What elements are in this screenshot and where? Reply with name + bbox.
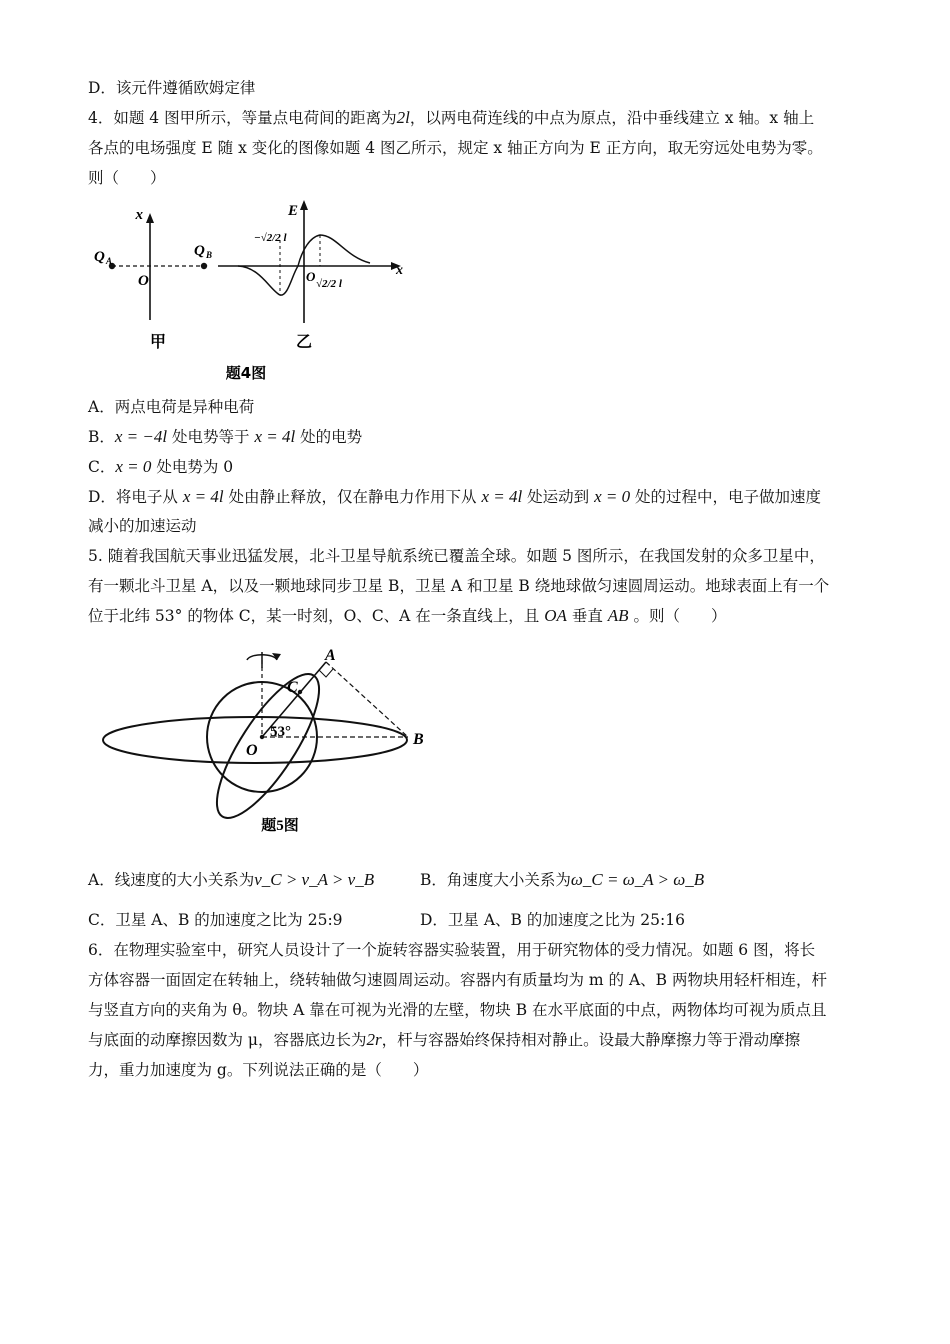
q4-neg-fraction: −√2/2 l (254, 232, 287, 244)
q5-option-d: D．卫星 A、B 的加速度之比为 25:16 (420, 911, 685, 929)
q4-option-d-line2: 减小的加速运动 (88, 517, 197, 535)
q5-optb-pre: B．角速度大小关系为 (420, 871, 571, 889)
q4-stem-line3: 则（ ） (88, 169, 166, 187)
q6-stem-line3: 与竖直方向的夹角为 θ。物块 A 靠在可视为光滑的左壁，物块 B 在水平底面的中点，两物体均可视为质点且 (88, 1001, 827, 1019)
q4-optc-post: 处电势为 0 (151, 458, 234, 476)
q4-option-d (88, 486, 821, 508)
q4-optb-mid: 处电势等于 (167, 428, 255, 446)
q4-line1-math: 2l (396, 108, 410, 127)
q5-option-b (420, 869, 704, 891)
q4-optc-math: x = 0 (115, 457, 152, 476)
q4-optd-mid1: 处由静止释放，仅在静电力作用下从 (223, 488, 482, 506)
q5-line3-post: 。则（ ） (628, 607, 727, 625)
q5-point-o (260, 735, 264, 739)
q4-stem-line2: 各点的电场强度 E 随 x 变化的图像如题 4 图乙所示，规定 x 轴正方向为 E 正方向，取无穷远处电势为零。 (88, 139, 823, 157)
q4-optd-mid2: 处运动到 (522, 488, 595, 506)
q5-label-c: C (287, 679, 298, 696)
q5-line3-math2: AB (607, 606, 629, 625)
q4-optb-post: 处的电势 (295, 428, 363, 446)
q6-line4-math: 2r (366, 1030, 382, 1049)
q5-point-c (298, 690, 302, 694)
q6-stem-line5: 力，重力加速度为 g。下列说法正确的是（ ） (88, 1061, 429, 1079)
q4-optd-post: 处的过程中，电子做加速度 (630, 488, 822, 506)
q4-yi-origin: O (306, 269, 316, 284)
q4-label-qb-sub: B (206, 250, 213, 260)
q4-optc-pre: C． (88, 458, 116, 476)
q4-optd-math1: x = 4l (182, 487, 224, 506)
q4-option-b (88, 426, 362, 448)
q4-optd-math2: x = 4l (481, 487, 523, 506)
q5-label-o: O (246, 742, 258, 759)
q5-stem-line1: 5. 随着我国航天事业迅猛发展，北斗卫星导航系统已覆盖全球。如题 5 图所示，在我国发射的众多卫星中， (88, 547, 825, 565)
q4-yi-label: 乙 (295, 334, 313, 351)
q5-line3-math1: OA (544, 606, 567, 625)
q4-label-qa-sub: A (106, 256, 113, 266)
q4-stem-line1 (88, 107, 814, 129)
q4-optb-pre: B． (88, 428, 115, 446)
q5-figure-caption: 题5图 (261, 818, 299, 834)
q4-line1-text: 4．如题 4 图甲所示，等量点电荷间的距离为 (88, 109, 397, 127)
q5-optb-math: ω_C = ω_A > ω_B (570, 870, 705, 889)
q4-optd-math3: x = 0 (594, 487, 631, 506)
q5-line-ab (326, 662, 408, 737)
q4-optb-math1: x = −4l (114, 427, 168, 446)
q4-optd-pre: D．将电子从 (88, 488, 183, 506)
q5-label-a: A (325, 647, 336, 664)
q6-line4-post: ，杆与容器始终保持相对静止。设最大静摩擦力等于滑动摩擦 (381, 1031, 801, 1049)
q4-figure-caption: 题4图 (225, 364, 267, 382)
q4-yi-e-label: E (288, 203, 299, 219)
q5-label-b: B (413, 731, 424, 748)
q4-jia-x-label: x (135, 207, 143, 223)
q5-figure (100, 640, 440, 840)
q4-jia-origin: O (138, 273, 149, 289)
q4-jia-label: 甲 (149, 334, 167, 351)
q4-charge-b (201, 263, 207, 269)
q4-option-c (88, 456, 233, 478)
q4-optb-math2: x = 4l (254, 427, 296, 446)
q3-option-d: D．该元件遵循欧姆定律 (88, 79, 256, 97)
q4-option-a: A．两点电荷是异种电荷 (88, 398, 255, 416)
q4-label-qa: Q (94, 249, 105, 265)
q5-angle-label: 53° (270, 724, 291, 740)
q5-right-angle (319, 669, 333, 677)
q4-figure (88, 195, 418, 395)
q5-opta-pre: A．线速度的大小关系为 (88, 871, 255, 889)
q6-stem-line4 (88, 1029, 800, 1051)
q5-option-c: C．卫星 A、B 的加速度之比为 25:9 (88, 911, 343, 929)
q5-option-a (88, 869, 374, 891)
q5-stem-line3 (88, 605, 726, 627)
q4-pos-fraction: √2/2 l (316, 278, 342, 290)
q4-yi-e-arrow (300, 200, 308, 210)
q6-stem-line2: 方体容器一面固定在转轴上，绕转轴做匀速圆周运动。容器内有质量均为 m 的 A、B 两物块用轻杆相连，杆 (88, 971, 827, 989)
q6-stem-line1: 6．在物理实验室中，研究人员设计了一个旋转容器实验装置，用于研究物体的受力情况。如题 6 图，将长 (88, 941, 816, 959)
q5-line3-pre: 位于北纬 53° 的物体 C，某一时刻，O、C、A 在一条直线上，且 (88, 607, 545, 625)
q5-stem-line2: 有一颗北斗卫星 A，以及一颗地球同步卫星 B，卫星 A 和卫星 B 绕地球做匀速圆周运动。地球表面上有一个 (88, 577, 830, 595)
q4-jia-axis-arrow (146, 213, 154, 223)
q5-line3-mid: 垂直 (566, 607, 608, 625)
q6-line4-pre: 与底面的动摩擦因数为 μ，容器底边长为 (88, 1031, 367, 1049)
q4-yi-x-label: x (396, 263, 403, 278)
q5-opta-math: v_C > v_A > v_B (254, 870, 375, 889)
q4-line1-rest: ，以两电荷连线的中点为原点，沿中垂线建立 x 轴。x 轴上 (409, 109, 815, 127)
q4-label-qb: Q (194, 243, 205, 259)
